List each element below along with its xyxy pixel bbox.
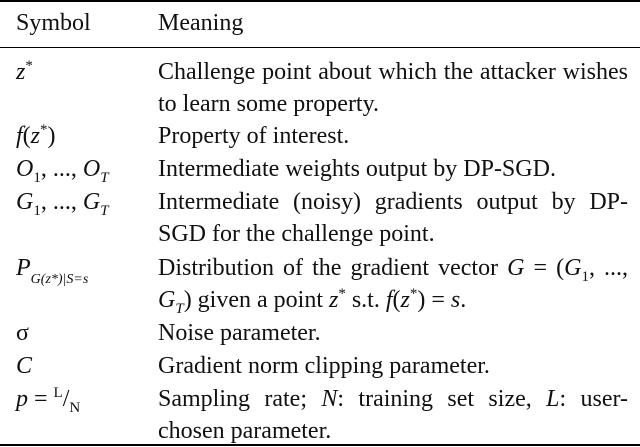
table-top-rule	[0, 0, 640, 2]
meaning-cell: Challenge point about which the attacker wishes to learn some property.	[158, 59, 628, 117]
symbol-cell: σ	[16, 320, 29, 346]
meaning-cell: Distribution of the gradient vector $G = (G_1$, ..., $G_T$) given a point z* s.t. f(z*) = s.	[158, 255, 628, 317]
header-rule	[0, 47, 640, 48]
meaning-column-header: Meaning	[158, 10, 244, 36]
symbol-cell: f(z*)	[16, 122, 56, 149]
symbol-cell: $p = ^L/_N$	[16, 385, 81, 416]
meaning-cell: Sampling rate; N: training set size, L: user-chosen parameter.	[158, 386, 628, 444]
meaning-cell: Gradient norm clipping parameter.	[158, 353, 490, 379]
meaning-cell: Intermediate weights output by DP-SGD.	[158, 156, 556, 182]
meaning-cell: Property of interest.	[158, 123, 350, 149]
meaning-cell: Intermediate (noisy) gradients output by DP-SGD for the challenge point.	[158, 189, 628, 247]
symbol-cell: C	[16, 353, 33, 379]
symbol-cell: $O_1$, ..., $O_T$	[16, 156, 109, 186]
symbol-column-header: Symbol	[16, 10, 91, 36]
meaning-cell: Noise parameter.	[158, 320, 321, 346]
symbol-cell: $P_{G(z*)|S=s}$	[16, 255, 89, 287]
symbol-cell: $G_1$, ..., $G_T$	[16, 189, 109, 219]
symbol-cell: z*	[16, 58, 33, 85]
